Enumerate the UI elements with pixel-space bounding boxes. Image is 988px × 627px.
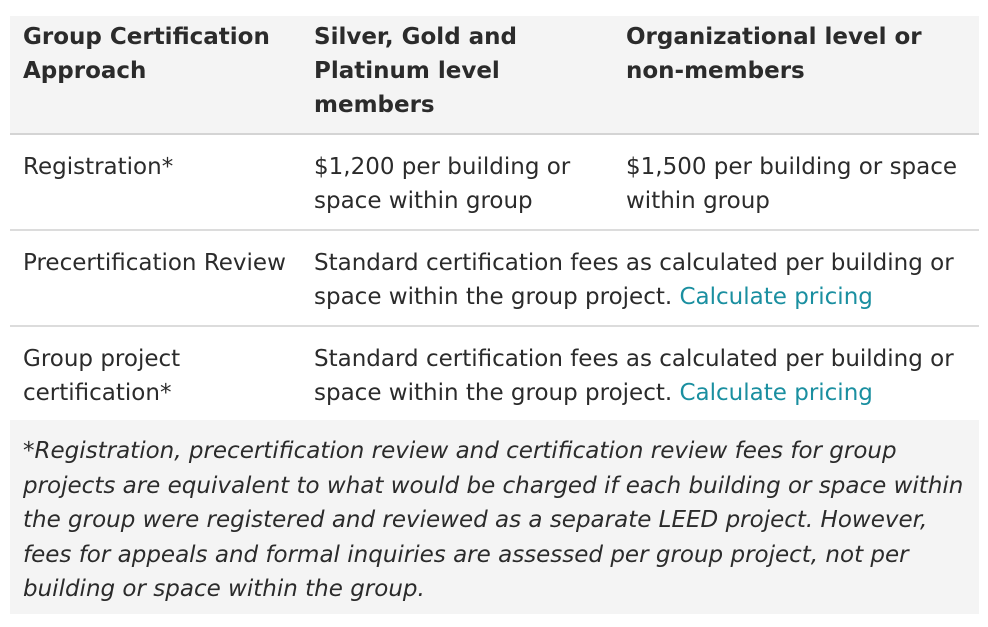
row-label-group-certification: Group project certification* (10, 326, 301, 422)
group-certification-fee-text: Standard certification fees as calculated per building or space within the group project. (314, 346, 954, 406)
registration-member-fee: $1,200 per building or space within group (301, 134, 613, 230)
calculate-pricing-link-precertification[interactable]: Calculate pricing (679, 284, 873, 310)
table-row-precertification (10, 230, 979, 326)
row-label-registration: Registration* (10, 134, 301, 230)
table-row-group-certification (10, 326, 979, 422)
header-member-levels: Silver, Gold and Platinum level members (301, 16, 613, 134)
precertification-fee-cell (301, 230, 979, 326)
row-label-precertification: Precertification Review (10, 230, 301, 326)
table-row-registration (10, 134, 979, 230)
header-approach: Group Certification Approach (10, 16, 301, 134)
precertification-fee-text: Standard certification fees as calculated per building or space within the group project. (314, 250, 954, 310)
table-header-row (10, 16, 979, 134)
calculate-pricing-link-group-certification[interactable]: Calculate pricing (679, 380, 873, 406)
footnote: *Registration, precertification review and certification review fees for group projects are equivalent to what would be charged if each building or space within the group were registered and reviewed as a separate LEED project. However, fees for appeals and formal inquiries are assessed per group project, not per building or space within the group. (10, 420, 979, 614)
group-certification-fee-table (10, 16, 979, 423)
group-certification-fee-cell (301, 326, 979, 422)
header-non-members: Organizational level or non-members (613, 16, 979, 134)
registration-nonmember-fee: $1,500 per building or space within group (613, 134, 979, 230)
